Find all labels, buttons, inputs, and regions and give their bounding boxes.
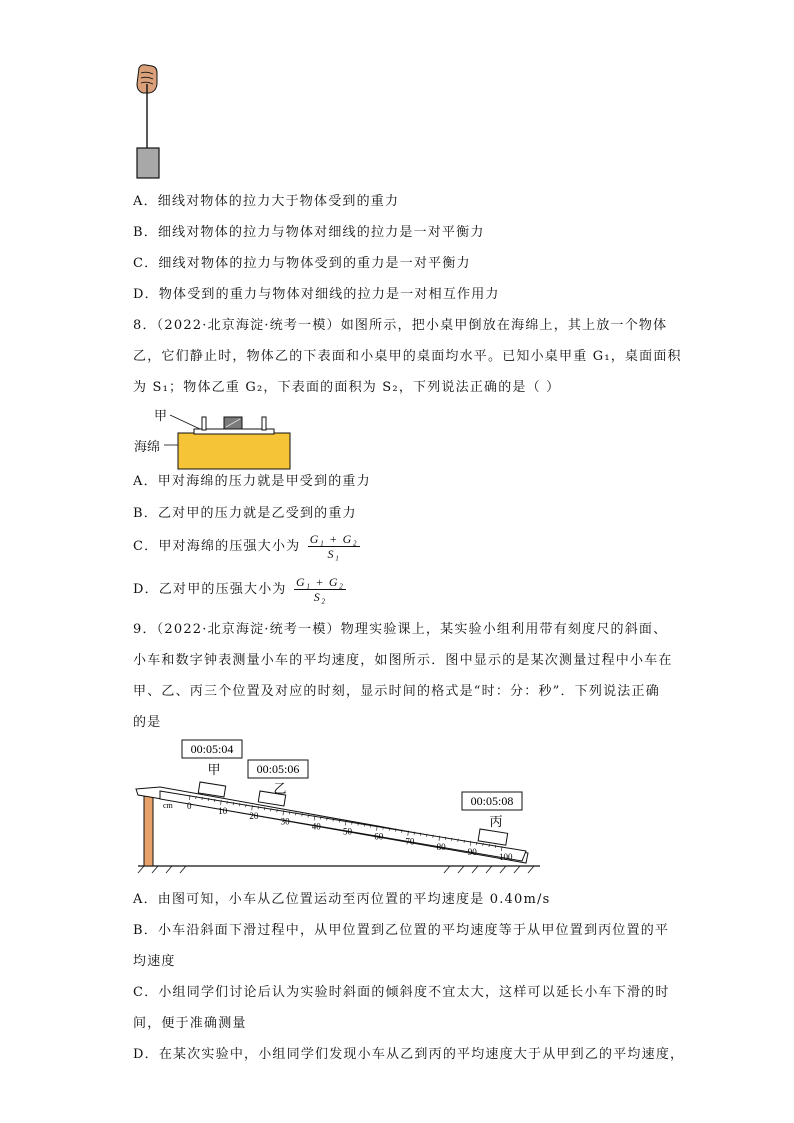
- support-post: [144, 791, 153, 866]
- label-cart-jia: 甲: [207, 762, 221, 777]
- ruler-label: 30: [280, 816, 290, 827]
- ruler-label: 50: [343, 826, 352, 837]
- sponge: [178, 433, 290, 469]
- ruler-label: 60: [374, 831, 384, 842]
- q9-stem-line-4: 的是: [133, 715, 162, 730]
- q8-option-b: B．乙对甲的压力就是乙受到的重力: [133, 506, 357, 521]
- fraction-c-numerator: G₁ + G₂: [309, 532, 358, 546]
- fraction-d: [294, 575, 346, 604]
- hand-weight-figure: [125, 62, 175, 184]
- q9-stem-line-2: 小车和数字钟表测量小车的平均速度，如图所示．图中显示的是某次测量过程中小车在: [133, 653, 673, 668]
- q7-option-c: C．细线对物体的拉力与物体受到的重力是一对平衡力: [133, 256, 471, 271]
- incline-figure: [130, 735, 550, 875]
- time-jia: 00:05:04: [190, 742, 234, 756]
- label-sponge: 海绵: [134, 440, 161, 455]
- ruler-unit: cm: [163, 801, 173, 810]
- fraction-c: [308, 532, 360, 561]
- cart-bing: [478, 829, 508, 845]
- fraction-d-denominator: S₂: [313, 590, 327, 604]
- fraction-c-denominator: S₁: [327, 547, 341, 561]
- time-yi: 00:05:06: [256, 762, 300, 776]
- ruler-label: 10: [218, 806, 228, 817]
- q9-option-c-line-1: C．小组同学们讨论后认为实验时斜面的倾斜度不宜太大，这样可以延长小车下滑的时: [133, 985, 670, 1000]
- ruler-label: 20: [249, 811, 259, 822]
- q8-stem-line-3: 为 S₁；物体乙重 G₂，下表面的面积为 S₂，下列说法正确的是（ ）: [133, 380, 561, 395]
- q8-option-d-text: D．乙对甲的压强大小为: [133, 582, 287, 597]
- time-bing: 00:05:08: [470, 794, 514, 808]
- q7-option-a: A．细线对物体的拉力大于物体受到的重力: [133, 194, 400, 209]
- q9-stem-line-3: 甲、乙、丙三个位置及对应的时刻，显示时间的格式是“时：分：秒”．下列说法正确: [133, 684, 660, 699]
- q9-option-b-line-2: 均速度: [133, 954, 176, 969]
- q9-option-a: A．由图可知，小车从乙位置运动至丙位置的平均速度是 0.40m/s: [133, 892, 551, 907]
- ruler-label: 70: [405, 836, 415, 847]
- fraction-d-numerator: G₁ + G₂: [295, 575, 345, 589]
- label-cart-bing: 丙: [489, 814, 503, 829]
- q8-stem-line-2: 乙，它们静止时，物体乙的下表面和小桌甲的桌面均水平。已知小桌甲重 G₁，桌面面积: [133, 349, 682, 364]
- ruler-label: 0: [187, 801, 192, 811]
- q8-option-c-text: C．甲对海绵的压强大小为: [133, 539, 301, 554]
- q9-option-c-line-2: 间，便于准确测量: [133, 1016, 247, 1031]
- q8-option-a: A．甲对海绵的压力就是甲受到的重力: [133, 474, 371, 489]
- label-jia: 甲: [154, 409, 168, 424]
- ruler-label: 100: [499, 852, 513, 862]
- q9-stem-line-1: 9．（2022·北京海淀·统考一模）物理实验课上，某实验小组利用带有刻度尺的斜面、: [133, 622, 668, 637]
- sponge-figure: [130, 405, 310, 471]
- label-cart-yi: 乙: [273, 781, 287, 796]
- q7-option-b: B．细线对物体的拉力与物体对细线的拉力是一对平衡力: [133, 225, 485, 240]
- q7-option-d: D．物体受到的重力与物体对细线的拉力是一对相互作用力: [133, 287, 500, 302]
- q9-option-d-line-1: D．在某次实验中，小组同学们发现小车从乙到丙的平均速度大于从甲到乙的平均速度，: [133, 1047, 685, 1062]
- hanging-weight: [137, 148, 159, 178]
- q8-stem-line-1: 8．（2022·北京海淀·统考一模）如图所示，把小桌甲倒放在海绵上，其上放一个物体: [133, 318, 668, 333]
- q8-option-c: [133, 531, 360, 563]
- ruler-label: 40: [311, 821, 321, 832]
- ruler-label: 80: [436, 841, 446, 852]
- ruler-label: 90: [467, 846, 477, 857]
- q9-option-b-line-1: B．小车沿斜面下滑过程中，从甲位置到乙位置的平均速度等于从甲位置到丙位置的平: [133, 923, 670, 938]
- q8-option-d: [133, 574, 346, 606]
